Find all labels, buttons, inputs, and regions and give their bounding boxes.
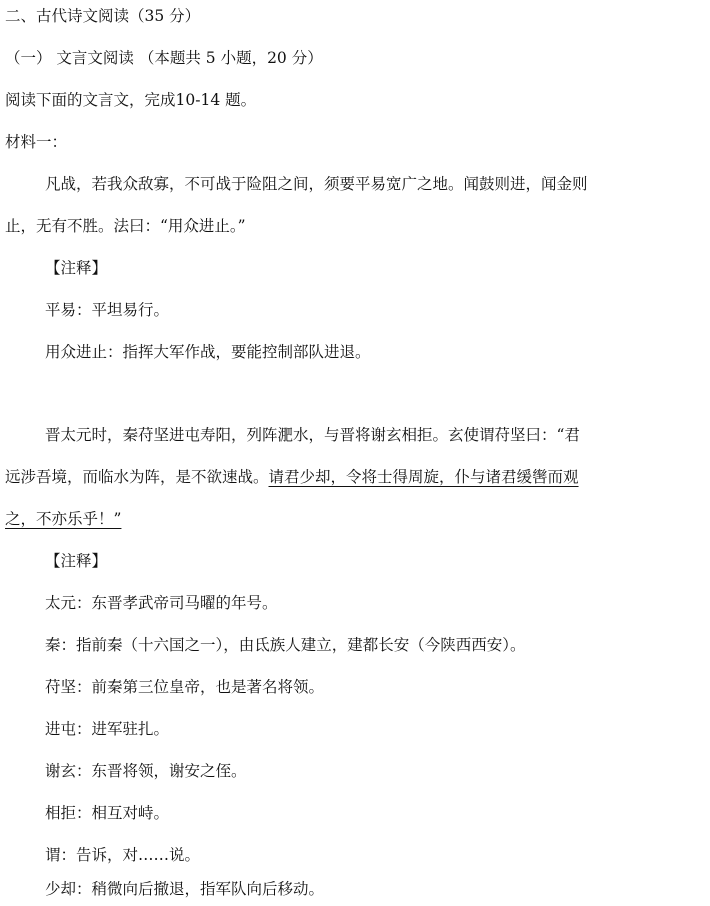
material2-note-2: 秦：指前秦（十六国之一），由氐族人建立，建都长安（今陕西西安）。 [45, 636, 526, 654]
material2-notes-label: 【注释】 [45, 552, 108, 570]
material1-notes-label: 【注释】 [45, 259, 108, 277]
material2-note-6: 相拒：相互对峙。 [45, 804, 170, 822]
material2-note-4: 进屯：进军驻扎。 [45, 720, 170, 738]
material2-passage-line-1: 晋太元时，秦苻坚进屯寿阳，列阵淝水，与晋将谢玄相拒。玄使谓苻坚曰：“君 [45, 426, 580, 444]
material2-note-7: 谓：告诉，对……说。 [45, 846, 201, 864]
material1-note-2: 用众进止：指挥大军作战，要能控制部队进退。 [45, 343, 371, 361]
material2-passage-line-3: 之，不亦乐乎！” [5, 510, 122, 528]
material-label: 材料一： [5, 133, 68, 151]
material2-note-3: 苻坚：前秦第三位皇帝，也是著名将领。 [45, 678, 325, 696]
section-title: 二、古代诗文阅读（35 分） [5, 7, 201, 25]
material2-note-1: 太元：东晋孝武帝司马曜的年号。 [45, 594, 278, 612]
material1-passage-line-1: 凡战，若我众敌寡，不可战于险阻之间，须要平易宽广之地。闻鼓则进，闻金则 [45, 175, 588, 193]
subsection-title: （一） 文言文阅读 （本题共 5 小题，20 分） [5, 49, 323, 67]
material2-note-8: 少却：稍微向后撤退，指军队向后移动。 [45, 880, 325, 898]
material1-note-1: 平易：平坦易行。 [45, 301, 170, 319]
material1-passage-line-2: 止，无有不胜。法曰：“用众进止。” [5, 217, 246, 235]
material2-underlined-text: 请君少却，令将士得周旋，仆与诸君缓辔而观 [268, 468, 579, 486]
material2-note-5: 谢玄：东晋将领，谢安之侄。 [45, 762, 247, 780]
instruction-text: 阅读下面的文言文，完成10-14 题。 [5, 91, 257, 109]
material2-plain-text: 远涉吾境，而临水为阵，是不欲速战。 [5, 468, 269, 486]
material2-passage-line-2 [5, 466, 579, 488]
